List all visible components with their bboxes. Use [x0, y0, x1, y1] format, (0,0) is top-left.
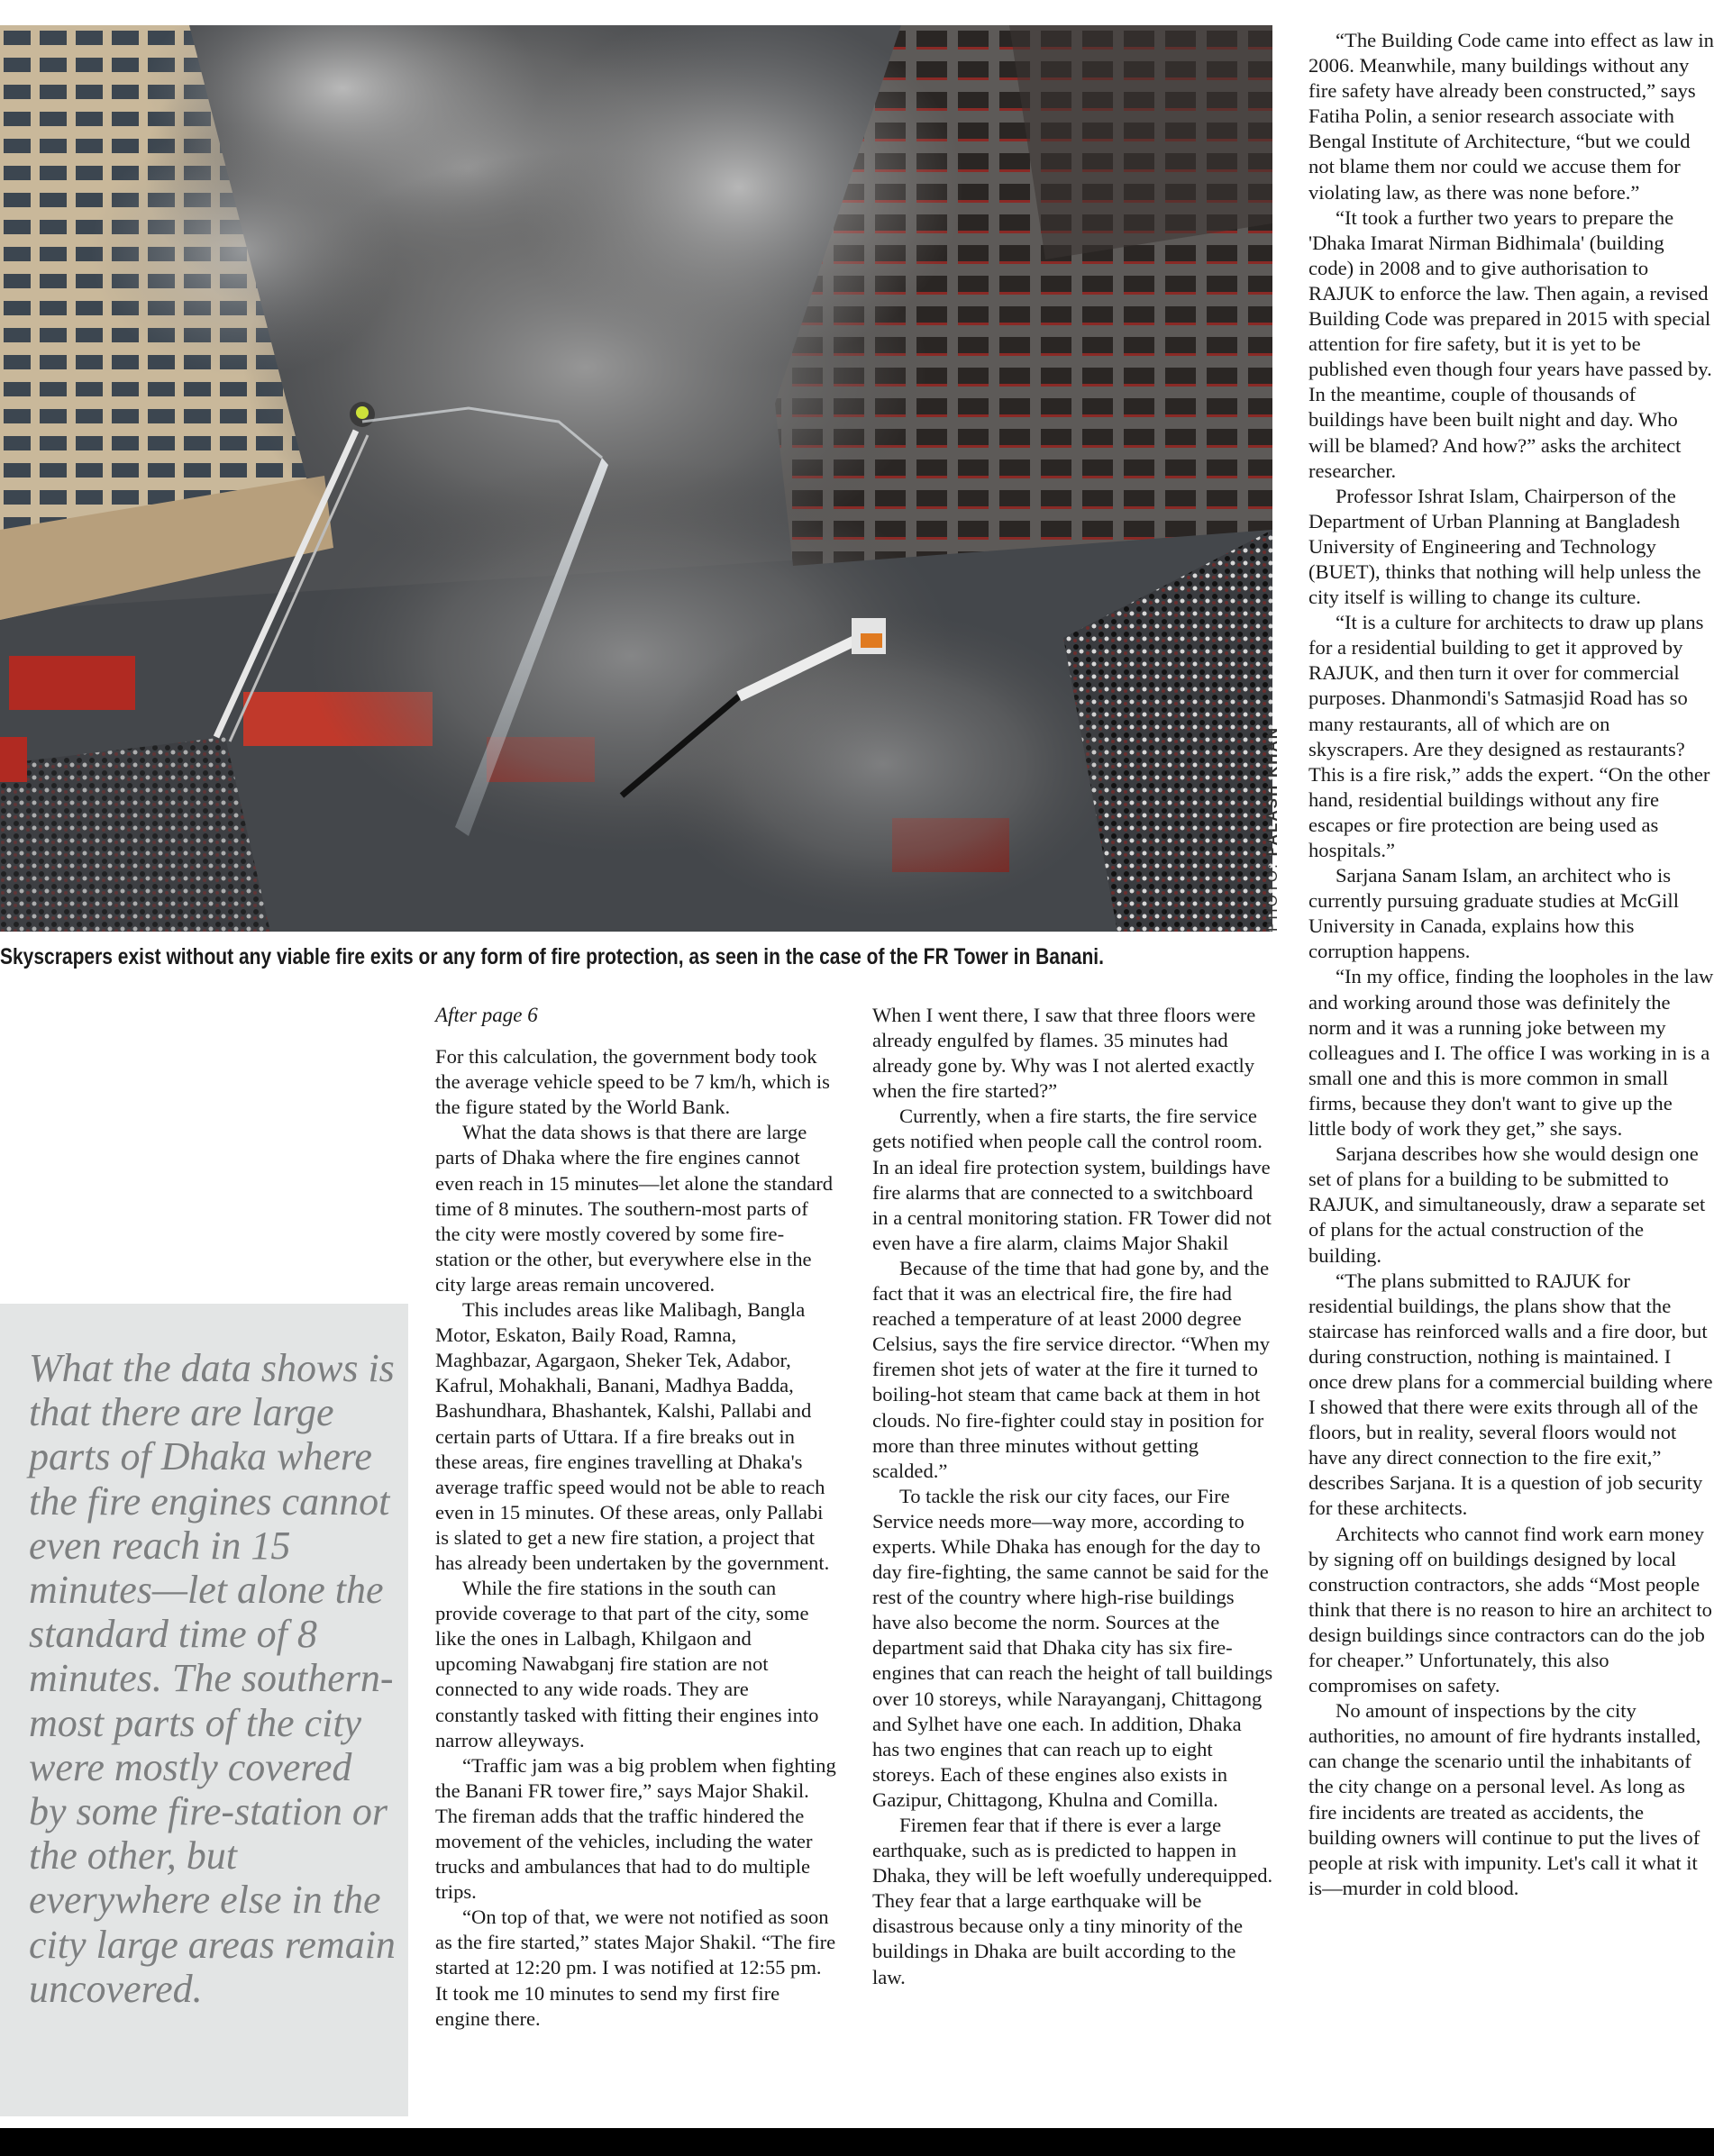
- paragraph: “The Building Code came into effect as law in 2006. Meanwhile, many buildings without any fire safety have already been constructed,” says Fatiha Polin, a senior research associate with Bengal Institute of Architecture, “but we could not blame them nor could we accuse them for violating law, as there was none before.”: [1308, 29, 1714, 204]
- paragraph: What the data shows is that there are large parts of Dhaka where the fire engines cannot even reach in 15 minutes—let alone the standard time of 8 minutes. The southern-most parts of the city were mostly covered by some fire-station or the other, but everywhere else in the city large areas remain uncovered.: [435, 1121, 834, 1296]
- paragraph: “Traffic jam was a big problem when fighting the Banani FR tower fire,” says Major Shakil. The fireman adds that the traffic hindered the movement of the vehicles, including the water trucks and ambulances that had to do multiple trips.: [435, 1753, 836, 1904]
- paragraph: Architects who cannot find work earn money by signing off on buildings designed by local construction contractors, she adds “Most people think that there is no reason to hire an architect to design buildings since contractors can do the job for cheaper.” Unfortunately, this also compromises on safety.: [1308, 1522, 1712, 1697]
- paragraph: For this calculation, the government body took the average vehicle speed to be 7 km/h, which is the figure stated by the World Bank.: [435, 1045, 830, 1119]
- paragraph: Because of the time that had gone by, and the fact that it was an electrical fire, the fire had reached a temperature of at least 2000 degree Celsius, says the fire service director. “When my firemen shot jets of water at the fire it turned to boiling-hot steam that came back at them in hot clouds. No fire-fighter could stay in position for more than three minutes without getting scalded.”: [872, 1256, 1271, 1482]
- pull-quote: What the data shows is that there are large parts of Dhaka where the fire engines cannot even reach in 15 minutes—let alone the standard time of 8 minutes. The southern-most parts of the city were mostly covered by some fire-station or the other, but everywhere else in the city large areas remain uncovered.: [29, 1346, 396, 2011]
- paragraph: Professor Ishrat Islam, Chairperson of the Department of Urban Planning at Bangladesh University of Engineering and Technology (BUET), thinks that nothing will help unless the city itself is willing to change its culture.: [1308, 484, 1701, 609]
- paragraph: Sarjana Sanam Islam, an architect who is currently pursuing graduate studies at McGill University in Canada, explains how this corruption happens.: [1308, 864, 1679, 963]
- paragraph: Currently, when a fire starts, the fire service gets notified when people call the control room. In an ideal fire protection system, buildings have fire alarms that are connected to a switchboard in a central monitoring station. FR Tower did not even have a fire alarm, claims Major Shakil: [872, 1105, 1272, 1254]
- article-column-3: [1308, 28, 1714, 1901]
- photo-credit: PHOTO: PALASH KHAN: [1263, 725, 1281, 932]
- fire-scene-illustration: [0, 25, 1272, 932]
- continuation-kicker: After page 6: [435, 1004, 538, 1026]
- paragraph: When I went there, I saw that three floors were already engulfed by flames. 35 minutes had already gone by. Why was I not alerted exactly when the fire started?”: [872, 1004, 1256, 1103]
- paragraph: “In my office, finding the loopholes in the law and working around those was definitely the norm and it was a running joke between my colleagues and I. The office I was working in is a small one and this is more common in small firms, because they don't want to give up the little body of work they get,” she says.: [1308, 965, 1714, 1141]
- paragraph: To tackle the risk our city faces, our Fire Service needs more—way more, according to experts. While Dhaka has enough for the day to day fire-fighting, the same cannot be said for the rest of the country where high-rise buildings have also become the norm. Sources at the department said that Dhaka city has six fire-engines that can reach the height of tall buildings over 10 storeys, while Narayanganj, Chittagong and Sylhet have one each. In addition, Dhaka has two engines that can reach up to eight storeys. Each of these engines also exists in Gazipur, Chittagong, Khulna and Comilla.: [872, 1484, 1273, 1811]
- bottom-bar: [0, 2128, 1714, 2156]
- article-column-1: [435, 1003, 836, 2032]
- paragraph: “It took a further two years to prepare the 'Dhaka Imarat Nirman Bidhimala' (building code) in 2008 and to give authorisation to RAJUK to enforce the law. Then again, a revised Building Code was prepared in 2015 with special attention for fire safety, but it is yet to be published even though four years have passed by. In the meantime, couple of thousands of buildings have been built night and day. Who will be blamed? And how?” asks the architect researcher.: [1308, 205, 1712, 482]
- paragraph: Sarjana describes how she would design one set of plans for a building to be submitted to RAJUK, and simultaneously, draw a separate set of plans for the actual construction of the building.: [1308, 1142, 1706, 1267]
- paragraph: “The plans submitted to RAJUK for residential buildings, the plans show that the staircase has reinforced walls and a fire door, but during construction, nothing is maintained. I once drew plans for a commercial building where I showed that there were exits through all of the floors, but in reality, several floors would not have any direct connection to the fire exit,” describes Sarjana. It is a question of job security for these architects.: [1308, 1269, 1713, 1520]
- paragraph: While the fire stations in the south can provide coverage to that part of the city, some like the ones in Lalbagh, Khilgaon and upcoming Nawabganj fire station are not connected to any wide roads. They are constantly tasked with fitting their engines into narrow alleyways.: [435, 1577, 819, 1751]
- photo-caption: Skyscrapers exist without any viable fire exits or any form of fire protection, as seen in the case of the FR Tower in Banani.: [0, 944, 1104, 969]
- paragraph: No amount of inspections by the city authorities, no amount of fire hydrants installed, can change the scenario until the inhabitants of the city change on a personal level. As long as fire incidents are treated as accidents, the building owners will continue to put the lives of people at risk with impunity. Let's call it what it is—murder in cold blood.: [1308, 1699, 1701, 1899]
- paragraph: “It is a culture for architects to draw up plans for a residential building to get it approved by RAJUK, and then turn it over for commercial purposes. Dhanmondi's Satmasjid Road has so many restaurants, all of which are on skyscrapers. Are they designed as restaurants? This is a fire risk,” adds the expert. “On the other hand, residential buildings without any fire escapes or fire protection are being used as hospitals.”: [1308, 611, 1710, 861]
- paragraph: “On top of that, we were not notified as soon as the fire started,” states Major Shakil. “The fire started at 12:20 pm. I was notified at 12:55 pm. It took me 10 minutes to send my first fire engine there.: [435, 1906, 836, 2030]
- fire-photo: [0, 25, 1272, 932]
- paragraph: This includes areas like Malibagh, Bangla Motor, Eskaton, Baily Road, Ramna, Maghbazar, Agargaon, Sheker Tek, Adabor, Kafrul, Mohakhali, Banani, Madhya Badda, Bashundhara, Bhashantek, Kalshi, Pallabi and certain parts of Uttara. If a fire breaks out in these areas, fire engines travelling at Dhaka's average traffic speed would not be able to reach even in 15 minutes. Of these areas, only Pallabi is slated to get a new fire station, a project that has already been undertaken by the government.: [435, 1298, 830, 1574]
- article-column-2: [872, 1003, 1273, 1990]
- paragraph: Firemen fear that if there is ever a large earthquake, such as is predicted to happen in Dhaka, they will be left woefully underequipped. They fear that a large earthquake will be disastrous because only a tiny minority of the buildings in Dhaka are built according to the law.: [872, 1814, 1273, 1988]
